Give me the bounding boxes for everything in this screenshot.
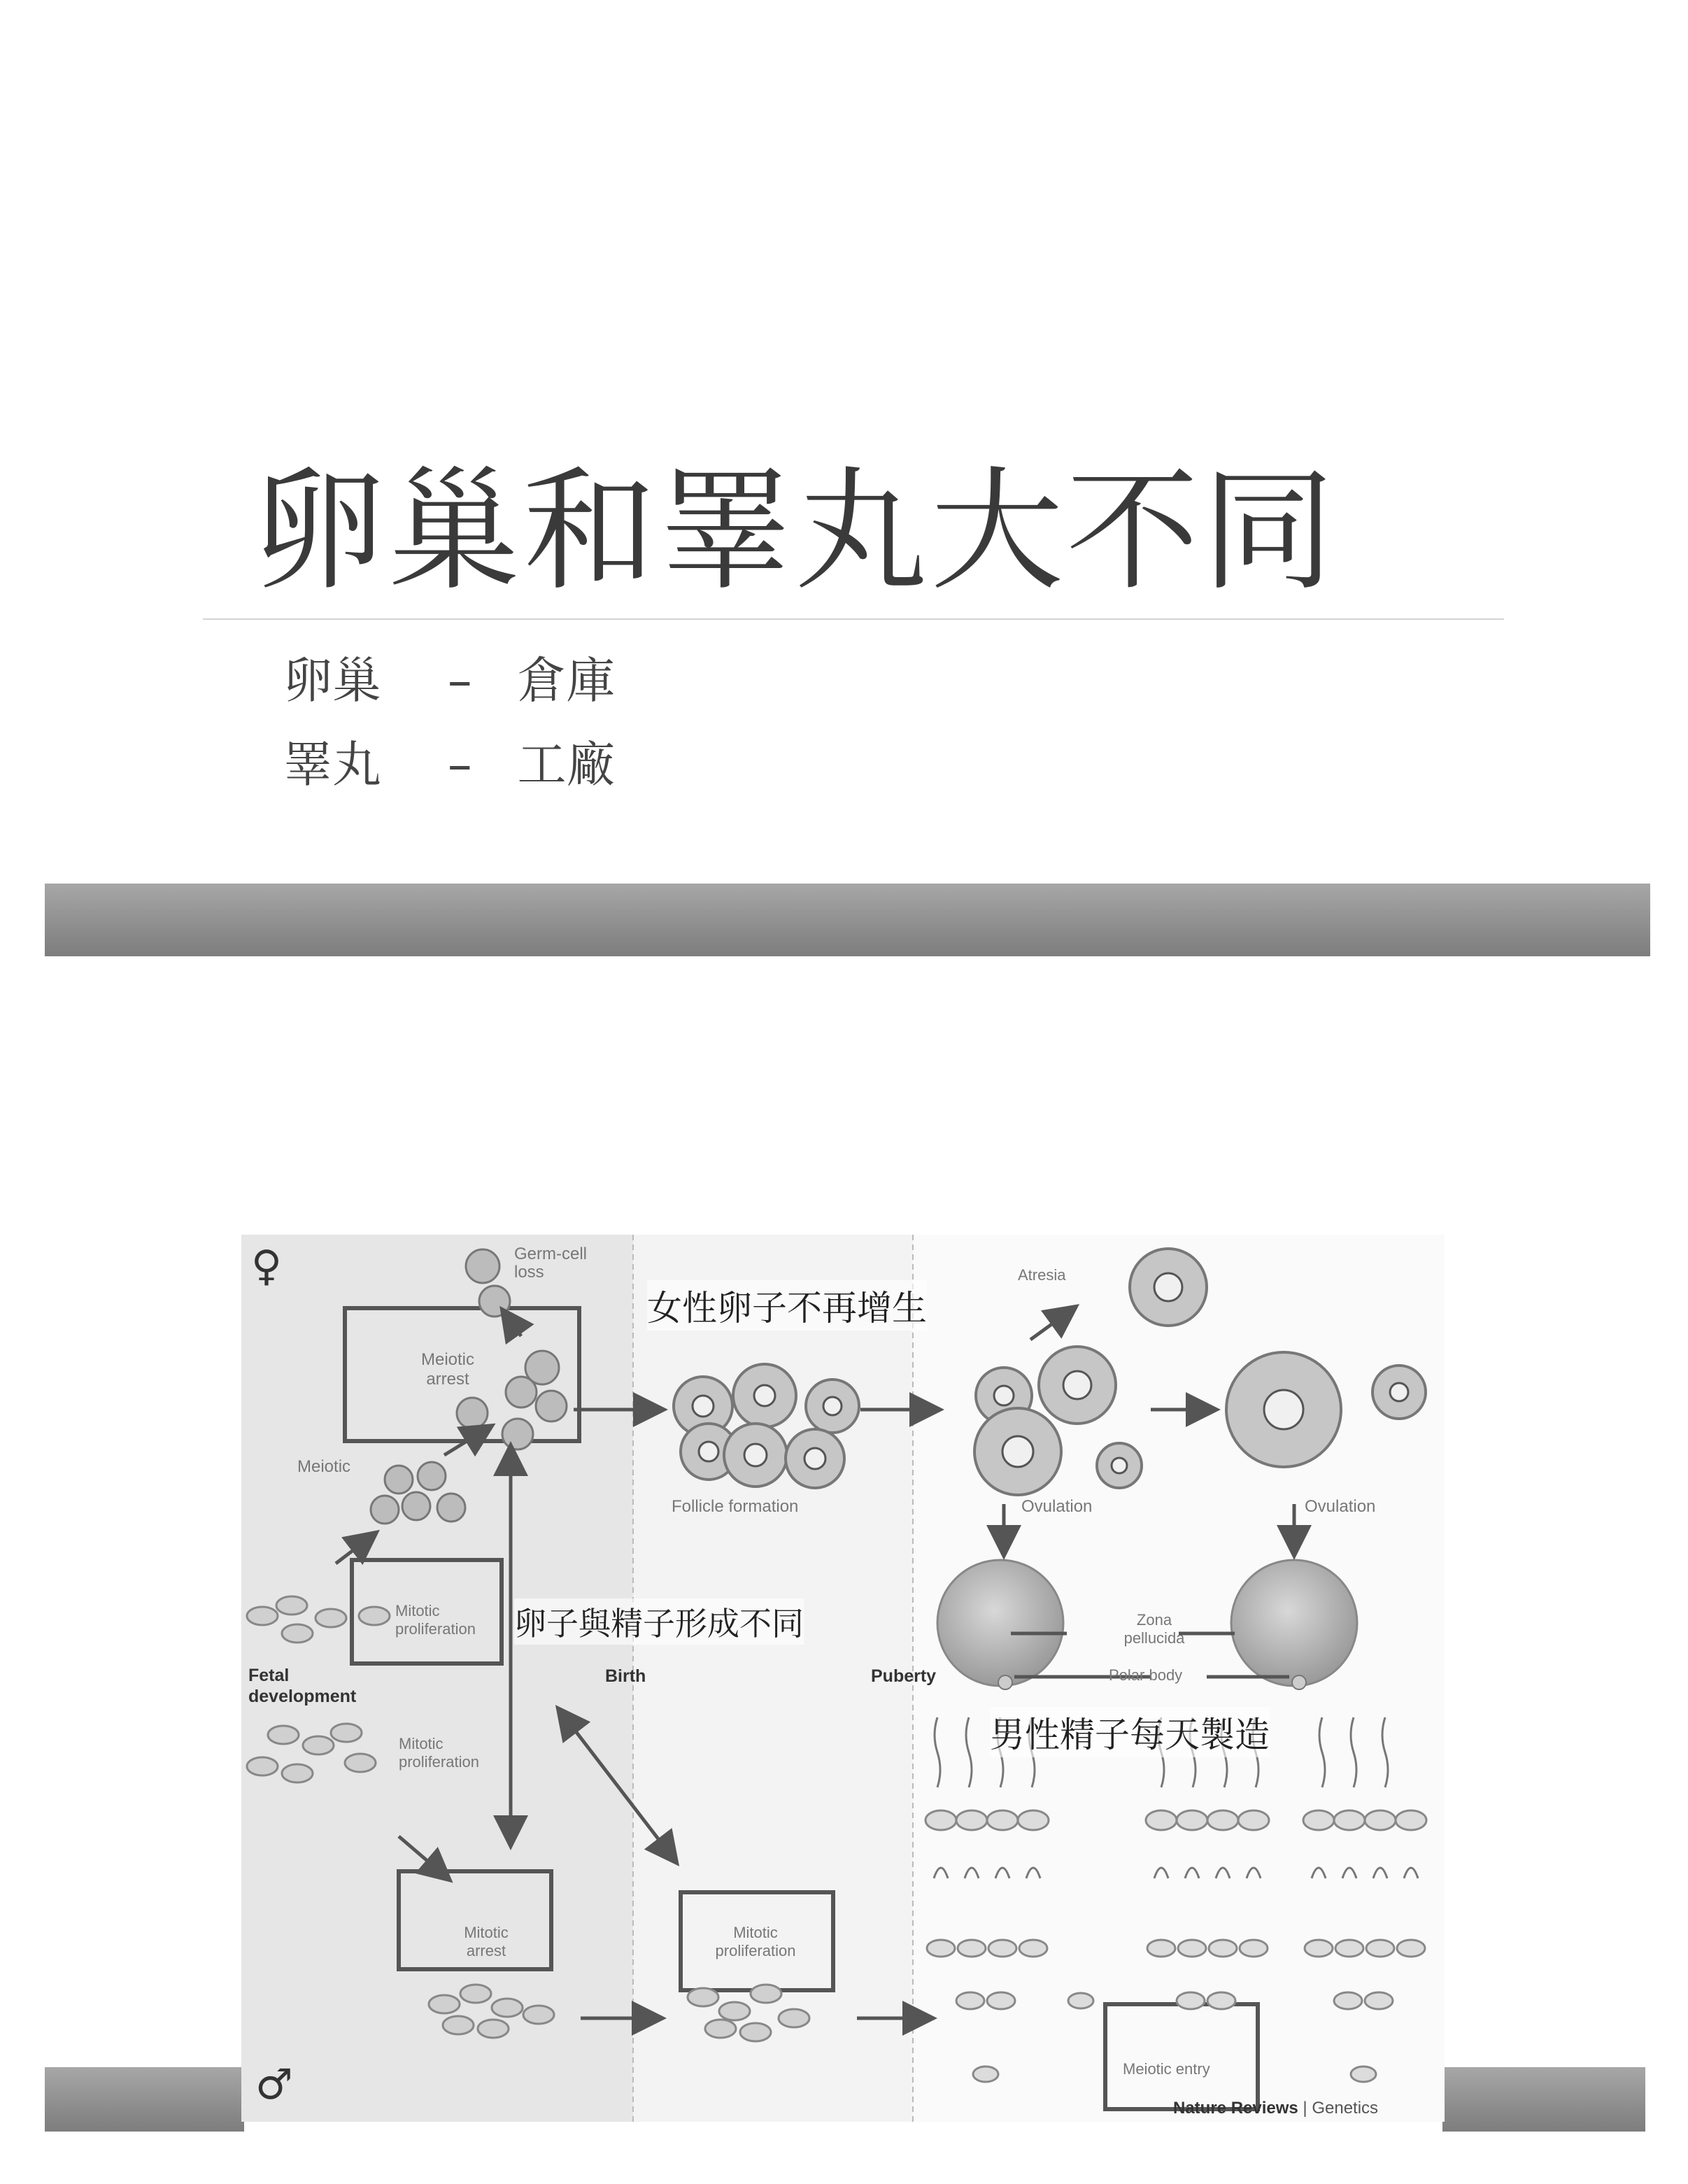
ovulation-label-2: Ovulation [1305,1497,1376,1516]
title-divider [203,618,1504,620]
bullet-ovary-name: 卵巢 [283,652,381,709]
meiotic-label: Meiotic [297,1457,351,1476]
bullet-testis-dash: – [447,736,472,793]
mitotic-proliferation-2-label: Mitotic proliferation [715,1924,796,1959]
credit-section: Genetics [1312,2099,1379,2118]
figure-credit [1173,2099,1378,2118]
polar-body-label: Polar body [1109,1666,1183,1684]
credit-separator: | [1303,2099,1307,2118]
bullet-ovary-value: 倉庫 [517,652,616,709]
germ-cell-loss-label: Germ-cell loss [514,1245,588,1282]
bullet-ovary [283,649,616,712]
annotation-female-no-regen: 女性卵子不再增生 [647,1280,927,1331]
fetal-development-label: Fetal development [248,1666,357,1706]
atresia-label: Atresia [1018,1266,1066,1284]
follicle-formation-label: Follicle formation [672,1497,799,1516]
bullet-testis-value: 工廠 [517,736,616,793]
mitotic-arrest-label: Mitotic arrest [464,1924,509,1959]
mitotic-proliferation-male-label: Mitotic proliferation [399,1735,479,1771]
bullet-testis [283,733,616,796]
ovulation-label-1: Ovulation [1021,1497,1093,1516]
female-symbol: ♀ [251,1242,282,1291]
meiotic-entry-label: Meiotic entry [1123,2060,1210,2078]
male-symbol: ♂ [255,2060,293,2109]
divider-band [45,884,1650,956]
annotation-different-formation: 卵子與精子形成不同 [514,1598,804,1645]
germ-cell-figure [241,1235,1445,2122]
footer-band-right [1442,2067,1645,2132]
zona-pellucida-label: Zona pellucida [1123,1611,1185,1647]
mitotic-proliferation-box-label: Mitotic proliferation [395,1602,476,1638]
slide-title: 卵巢和睪丸大不同 [252,454,1338,609]
meiotic-arrest-label: Meiotic arrest [420,1350,475,1389]
footer-band-left [45,2067,244,2132]
annotation-male-daily: 男性精子每天製造 [990,1707,1270,1757]
birth-label: Birth [605,1666,646,1686]
bullet-ovary-dash: – [447,652,472,709]
credit-journal: Nature Reviews [1173,2099,1298,2118]
bullet-testis-name: 睪丸 [283,736,381,793]
puberty-label: Puberty [871,1666,937,1686]
